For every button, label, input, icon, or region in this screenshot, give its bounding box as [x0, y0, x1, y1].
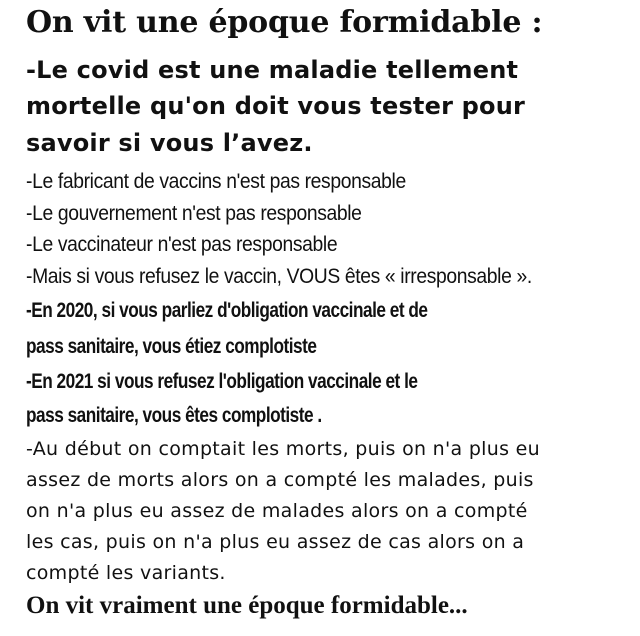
responsibility-line-2: -Le gouvernement n'est pas responsable [26, 202, 362, 225]
body-line-1: -Au début on comptait les morts, puis on n'a plus eu [26, 438, 540, 460]
body-line-2: assez de morts alors on a compté les malades, puis [26, 469, 534, 491]
complotiste-line-2: pass sanitaire, vous étiez complotiste [26, 335, 317, 358]
responsibility-line-4: -Mais si vous refusez le vaccin, VOUS êtes « irresponsable ». [26, 265, 532, 288]
lead-line-1: -Le covid est une maladie tellement [26, 56, 519, 84]
responsibility-line-1: -Le fabricant de vaccins n'est pas responsable [26, 170, 406, 193]
responsibility-line-3: -Le vaccinateur n'est pas responsable [26, 233, 338, 256]
body-line-5: compté les variants. [26, 562, 226, 584]
lead-line-3: savoir si vous l’avez. [26, 129, 313, 157]
complotiste-line-4: pass sanitaire, vous êtes complotiste . [26, 404, 322, 427]
footer-line: On vit vraiment une époque formidable... [26, 592, 468, 619]
body-line-4: les cas, puis on n'a plus eu assez de cas alors on a [26, 531, 525, 553]
complotiste-line-1: -En 2020, si vous parliez d'obligation vaccinale et de [26, 299, 428, 322]
lead-line-2: mortelle qu'on doit vous tester pour [26, 92, 526, 120]
page-title: On vit une époque formidable : [26, 5, 543, 40]
complotiste-line-3: -En 2021 si vous refusez l'obligation vaccinale et le [26, 370, 418, 393]
body-line-3: on n'a plus eu assez de malades alors on a compté [26, 500, 528, 522]
